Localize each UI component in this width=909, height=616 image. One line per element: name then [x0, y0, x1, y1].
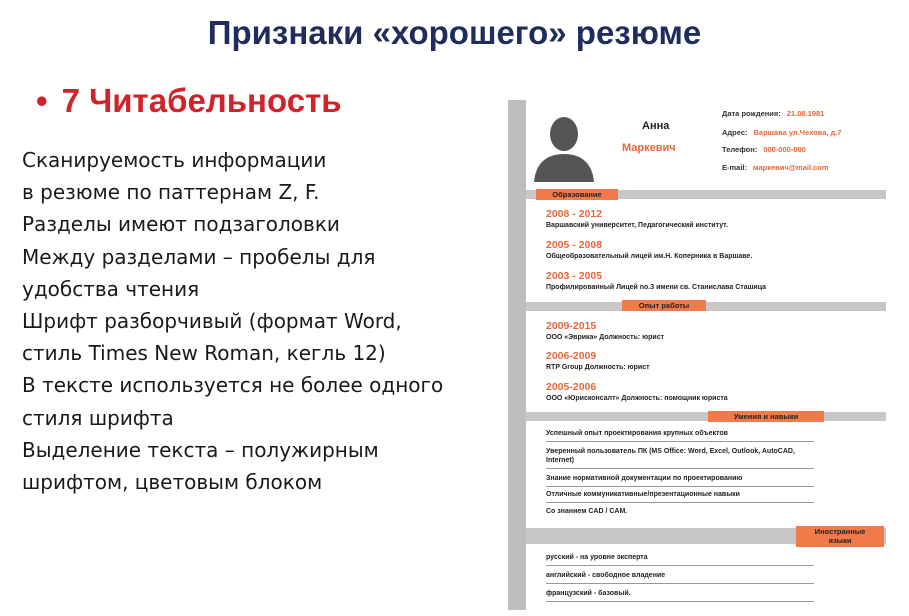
section-heading [36, 82, 342, 120]
info-birthdate: Дата рождения: 21.08.1981 [722, 109, 825, 118]
resume-first-name: Анна [642, 120, 670, 132]
divider [546, 486, 814, 487]
divider [546, 601, 814, 602]
languages-item: английский - свободное владение [546, 572, 666, 579]
body-line: Разделы имеют подзаголовки [22, 212, 340, 237]
education-header: Образование [536, 189, 618, 200]
education-years: 2003 - 2005 [546, 270, 603, 282]
education-years: 2005 - 2008 [546, 239, 603, 251]
skills-header: Умения и навыки [708, 411, 824, 422]
body-line: удобства чтения [22, 276, 200, 301]
education-text: Общеобразовательный лицей им.Н. Коперника в Варшаве. [546, 253, 753, 260]
slide-title: Признаки «хорошего» резюме [207, 14, 702, 51]
divider [546, 565, 814, 566]
divider [546, 583, 814, 584]
divider [546, 502, 814, 503]
divider [546, 441, 814, 442]
languages-item: русский - на уровне эксперта [546, 554, 648, 561]
experience-text: ООО «Эврика» Должность: юрист [546, 334, 665, 341]
education-years: 2008 - 2012 [546, 208, 603, 220]
section-band [526, 412, 886, 421]
skills-item: Со знанием CAD / CAM. [546, 508, 628, 515]
skills-item: Отличные коммуникативные/презентационные навыки [546, 491, 740, 498]
body-line: Между разделами – пробелы для [22, 244, 376, 269]
resume-side-bar [508, 100, 526, 610]
education-text: Профилированный Лицей no.3 имени св. Станислава Сташица [546, 284, 767, 291]
education-text: Варшавский университет, Педагогический институт. [546, 222, 728, 229]
experience-text: ООО «Юрисконсалт» Должность: помощник юриста [546, 395, 728, 402]
heading-text: 7 Читабельность [61, 82, 342, 119]
info-email: E-mail: маркевич@mail.com [722, 163, 829, 172]
body-line: Сканируемость информации [22, 148, 327, 172]
body-line: В тексте используется не более одного [22, 373, 444, 398]
languages-header: Иностранные языки [796, 526, 884, 547]
resume-last-name: Маркевич [622, 142, 676, 154]
divider [546, 468, 814, 469]
heading-bullet: • [36, 82, 48, 119]
body-text [22, 144, 492, 498]
experience-years: 2005-2006 [546, 381, 597, 393]
body-line: Шрифт разборчивый (формат Word, [22, 308, 402, 333]
info-address: Адрес: Варшава ул.Чехова, д.7 [722, 128, 842, 137]
info-phone: Телефон: 000-000-000 [722, 145, 806, 154]
experience-text: RTP Group Должность: юрист [546, 364, 650, 371]
experience-years: 2009-2015 [546, 320, 597, 332]
body-line: Выделение текста – полужирным [22, 437, 379, 462]
section-band [526, 302, 886, 311]
body-line: в резюме по паттернам Z, F. [22, 180, 320, 205]
languages-item: французский - базовый. [546, 590, 631, 597]
experience-years: 2006-2009 [546, 350, 597, 362]
resume-sample [508, 100, 886, 610]
experience-header: Опыт работы [622, 300, 706, 311]
skills-item: Internet) [546, 457, 574, 464]
avatar-silhouette-icon [530, 110, 598, 182]
body-line: стиль Times New Roman, кегль 12) [22, 341, 386, 366]
skills-item: Успешный опыт проектирования крупных объектов [546, 430, 728, 437]
body-line: стиля шрифта [22, 405, 174, 430]
skills-item: Знание нормативной документации по проектированию [546, 475, 743, 482]
skills-item: Уверенный пользователь ПК (MS Office: Word, Excel, Outlook, AutoCAD, [546, 448, 795, 455]
body-line: шрифтом, цветовым блоком [22, 469, 323, 494]
